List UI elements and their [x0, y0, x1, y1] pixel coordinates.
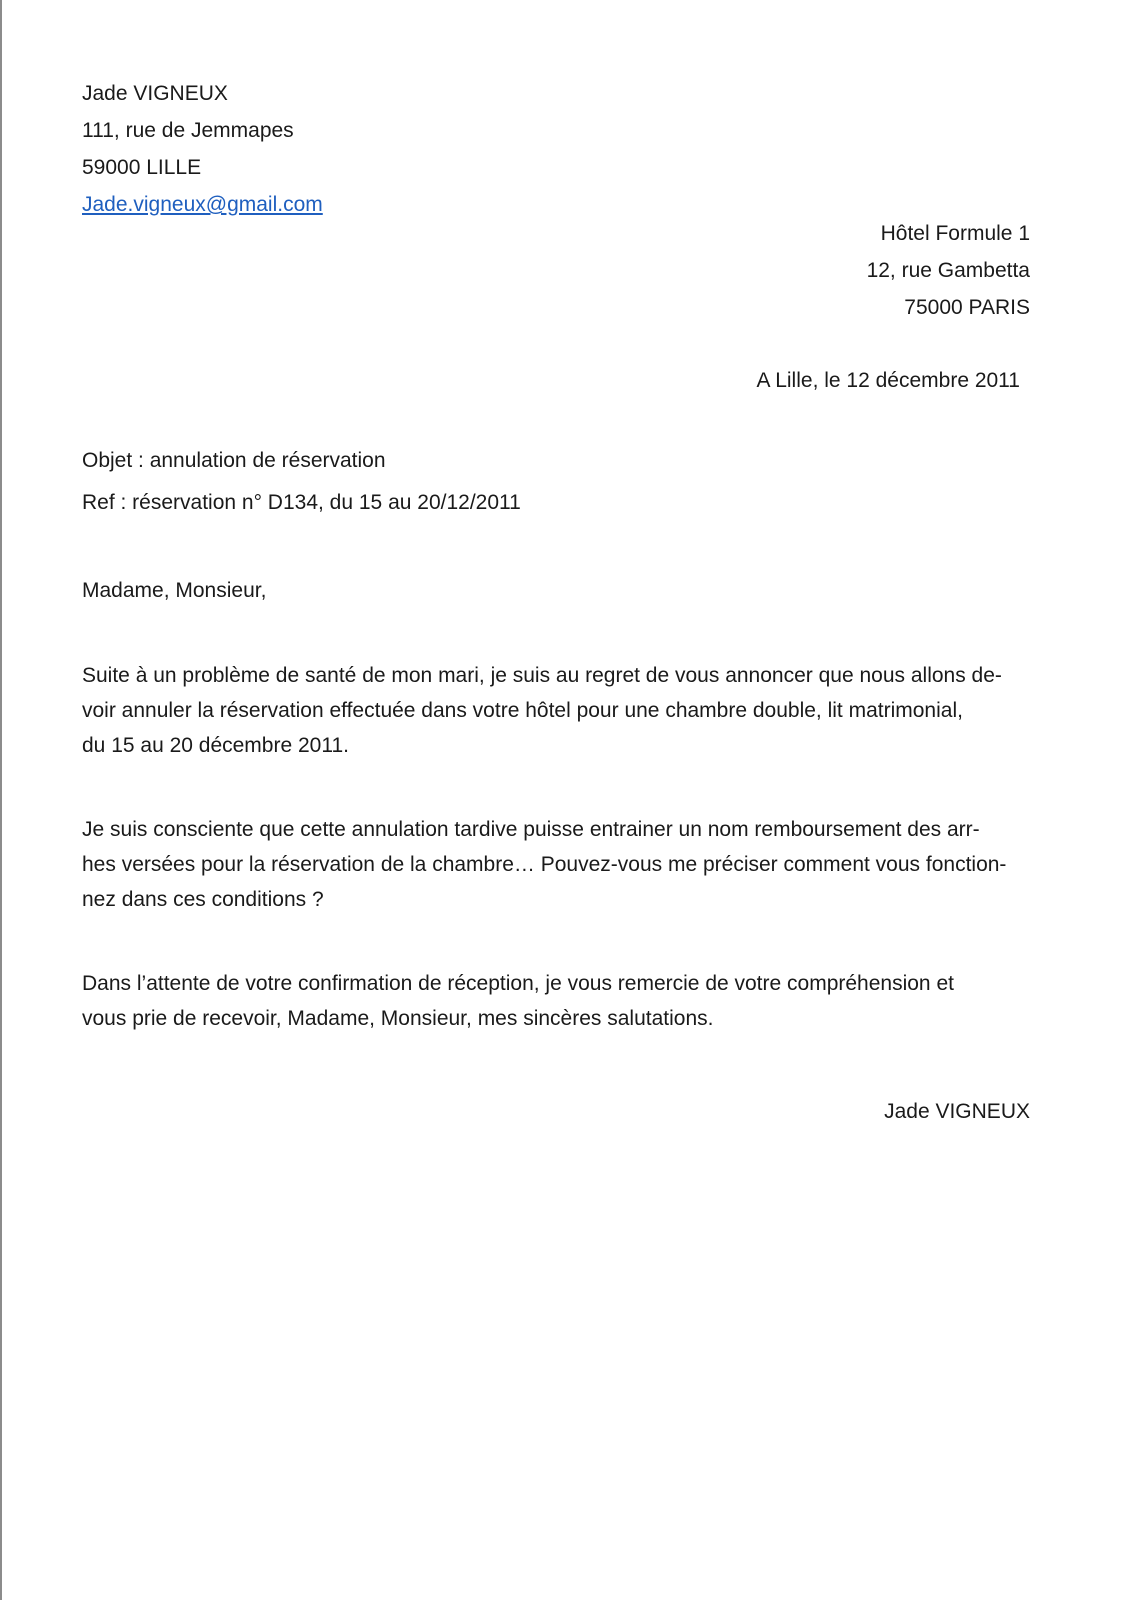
paragraph-3 — [82, 966, 1057, 1036]
signature: Jade VIGNEUX — [884, 1100, 1030, 1123]
sender-street: 111, rue de Jemmapes — [82, 119, 294, 142]
paragraph-1-line: voir annuler la réservation effectuée dans votre hôtel pour une chambre double, lit matrimonial, — [82, 699, 963, 722]
recipient-city: 75000 PARIS — [904, 296, 1030, 319]
paragraph-1 — [82, 658, 1057, 763]
recipient-street: 12, rue Gambetta — [866, 259, 1030, 282]
paragraph-2-line: hes versées pour la réservation de la chambre… Pouvez-vous me préciser comment vous fonction- — [82, 853, 1007, 876]
sender-email-link[interactable]: Jade.vigneux@gmail.com — [82, 193, 323, 216]
paragraph-1-line: Suite à un problème de santé de mon mari, je suis au regret de vous annoncer que nous allons de- — [82, 664, 1002, 687]
reference-line: Ref : réservation n° D134, du 15 au 20/12/2011 — [82, 491, 521, 514]
paragraph-2-line: nez dans ces conditions ? — [82, 888, 324, 911]
paragraph-2-line: Je suis consciente que cette annulation tardive puisse entrainer un nom remboursement des arr- — [82, 818, 980, 841]
salutation: Madame, Monsieur, — [82, 579, 267, 602]
recipient-name: Hôtel Formule 1 — [880, 222, 1030, 245]
sender-city: 59000 LILLE — [82, 156, 202, 179]
paragraph-3-line: vous prie de recevoir, Madame, Monsieur, mes sincères salutations. — [82, 1007, 714, 1030]
sender-name: Jade VIGNEUX — [82, 82, 228, 105]
paragraph-3-line: Dans l’attente de votre confirmation de réception, je vous remercie de votre compréhension et — [82, 972, 954, 995]
sender-email-line — [82, 192, 323, 218]
paragraph-1-line: du 15 au 20 décembre 2011. — [82, 734, 349, 757]
date-line: A Lille, le 12 décembre 2011 — [756, 369, 1020, 392]
paragraph-2 — [82, 812, 1057, 917]
subject-line: Objet : annulation de réservation — [82, 449, 386, 472]
